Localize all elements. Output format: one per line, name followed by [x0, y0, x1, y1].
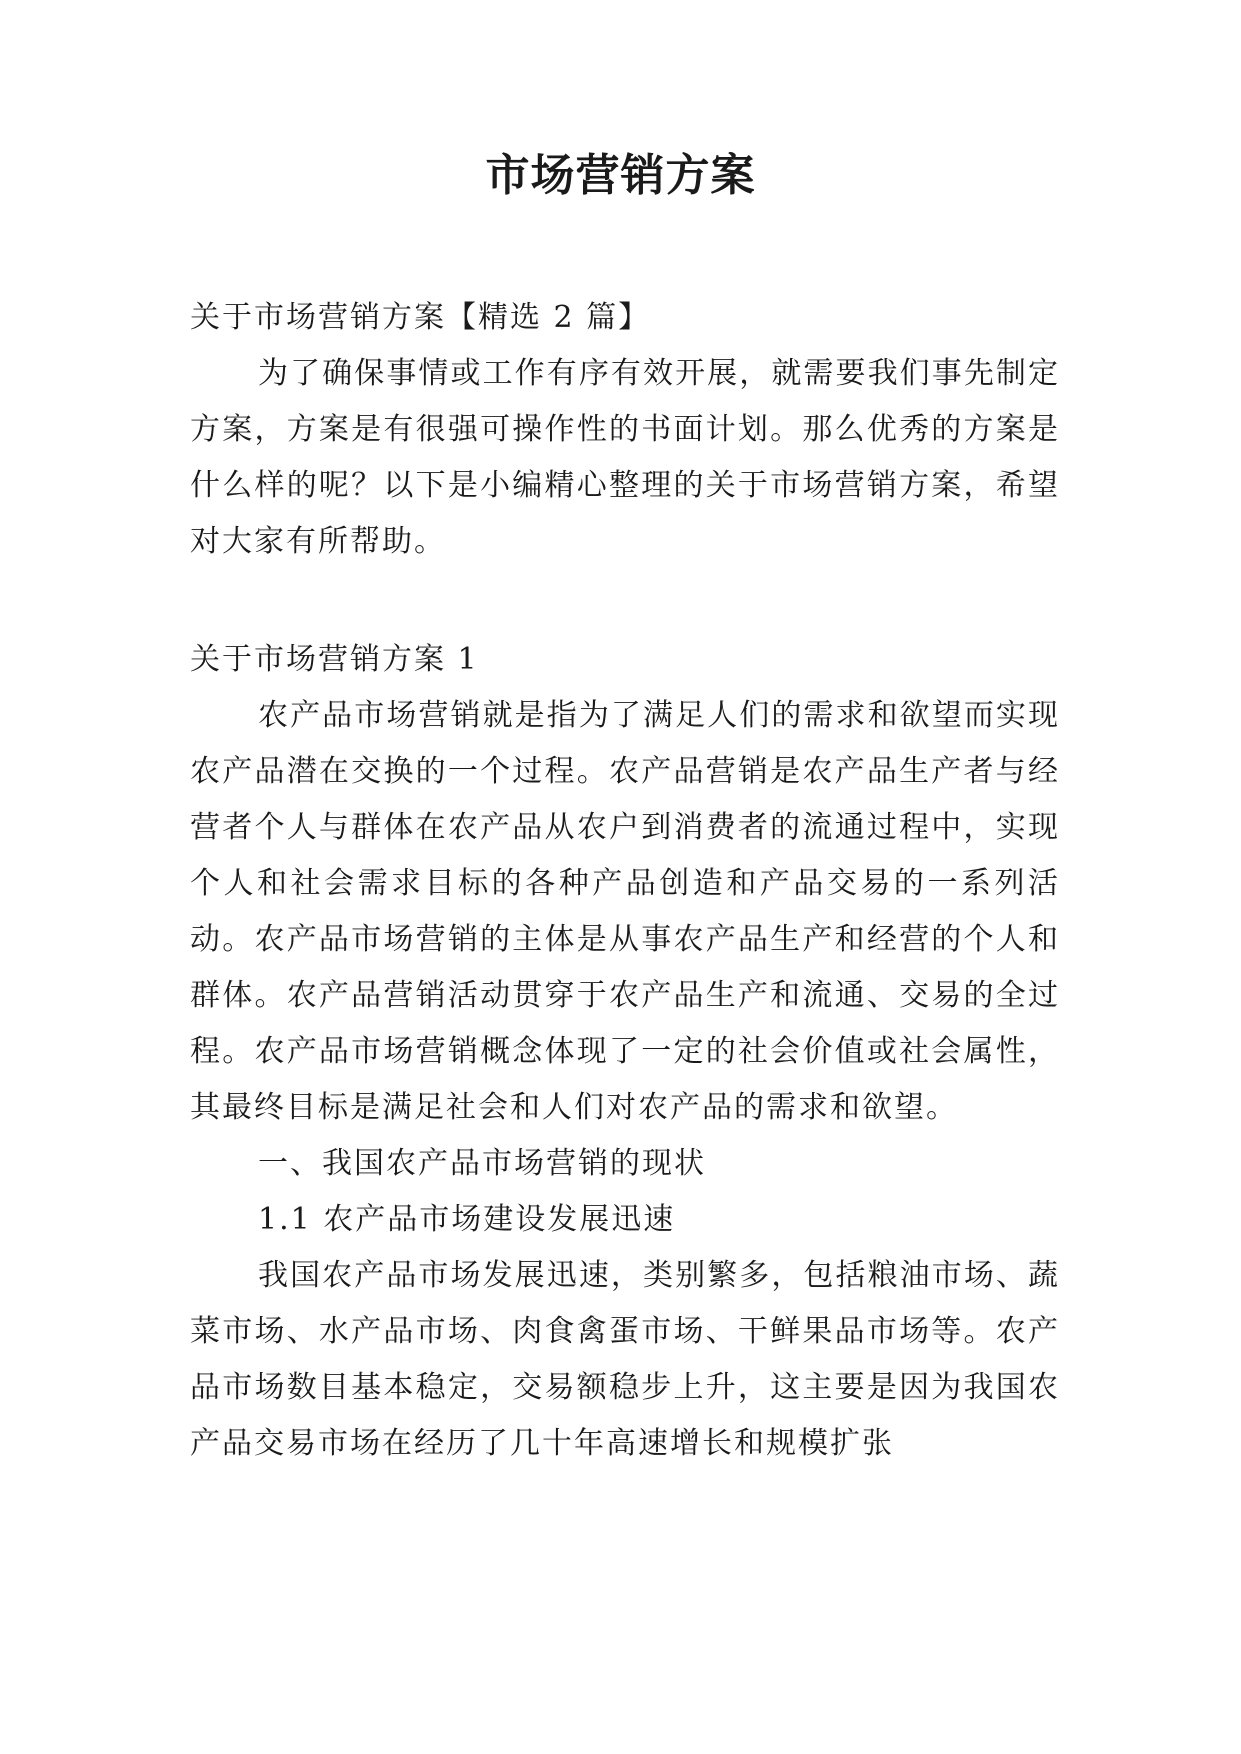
- intro-paragraph: 为了确保事情或工作有序有效开展，就需要我们事先制定方案，方案是有很强可操作性的书面计划。那么优秀的方案是什么样的呢？以下是小编精心整理的关于市场营销方案，希望对大家有所帮助。: [190, 356, 1060, 559]
- subheading: 1.1 农产品市场建设发展迅速: [258, 1202, 676, 1237]
- intro-heading: 关于市场营销方案【精选 2 篇】: [190, 300, 651, 335]
- body-paragraph: 农产品市场营销就是指为了满足人们的需求和欲望而实现农产品潜在交换的一个过程。农产品营销是农产品生产者与经营者个人与群体在农产品从农户到消费者的流通过程中，实现个人和社会需求目标的各种产品创造和产品交易的一系列活动。农产品市场营销的主体是从事农产品生产和经营的个人和群体。农产品营销活动贯穿于农产品生产和流通、交易的全过程。农产品市场营销概念体现了一定的社会价值或社会属性，其最终目标是满足社会和人们对农产品的需求和欲望。: [190, 698, 1060, 1125]
- subheading: 一、我国农产品市场营销的现状: [258, 1146, 706, 1181]
- page-title: 市场营销方案: [485, 150, 756, 201]
- body-paragraph: 我国农产品市场发展迅速，类别繁多，包括粮油市场、蔬菜市场、水产品市场、肉食禽蛋市场、干鲜果品市场等。农产品市场数目基本稳定，交易额稳步上升，这主要是因为我国农产品交易市场在经历了几十年高速增长和规模扩张: [190, 1258, 1060, 1461]
- section-heading: 关于市场营销方案 1: [190, 642, 479, 677]
- document-body: [190, 290, 1060, 1472]
